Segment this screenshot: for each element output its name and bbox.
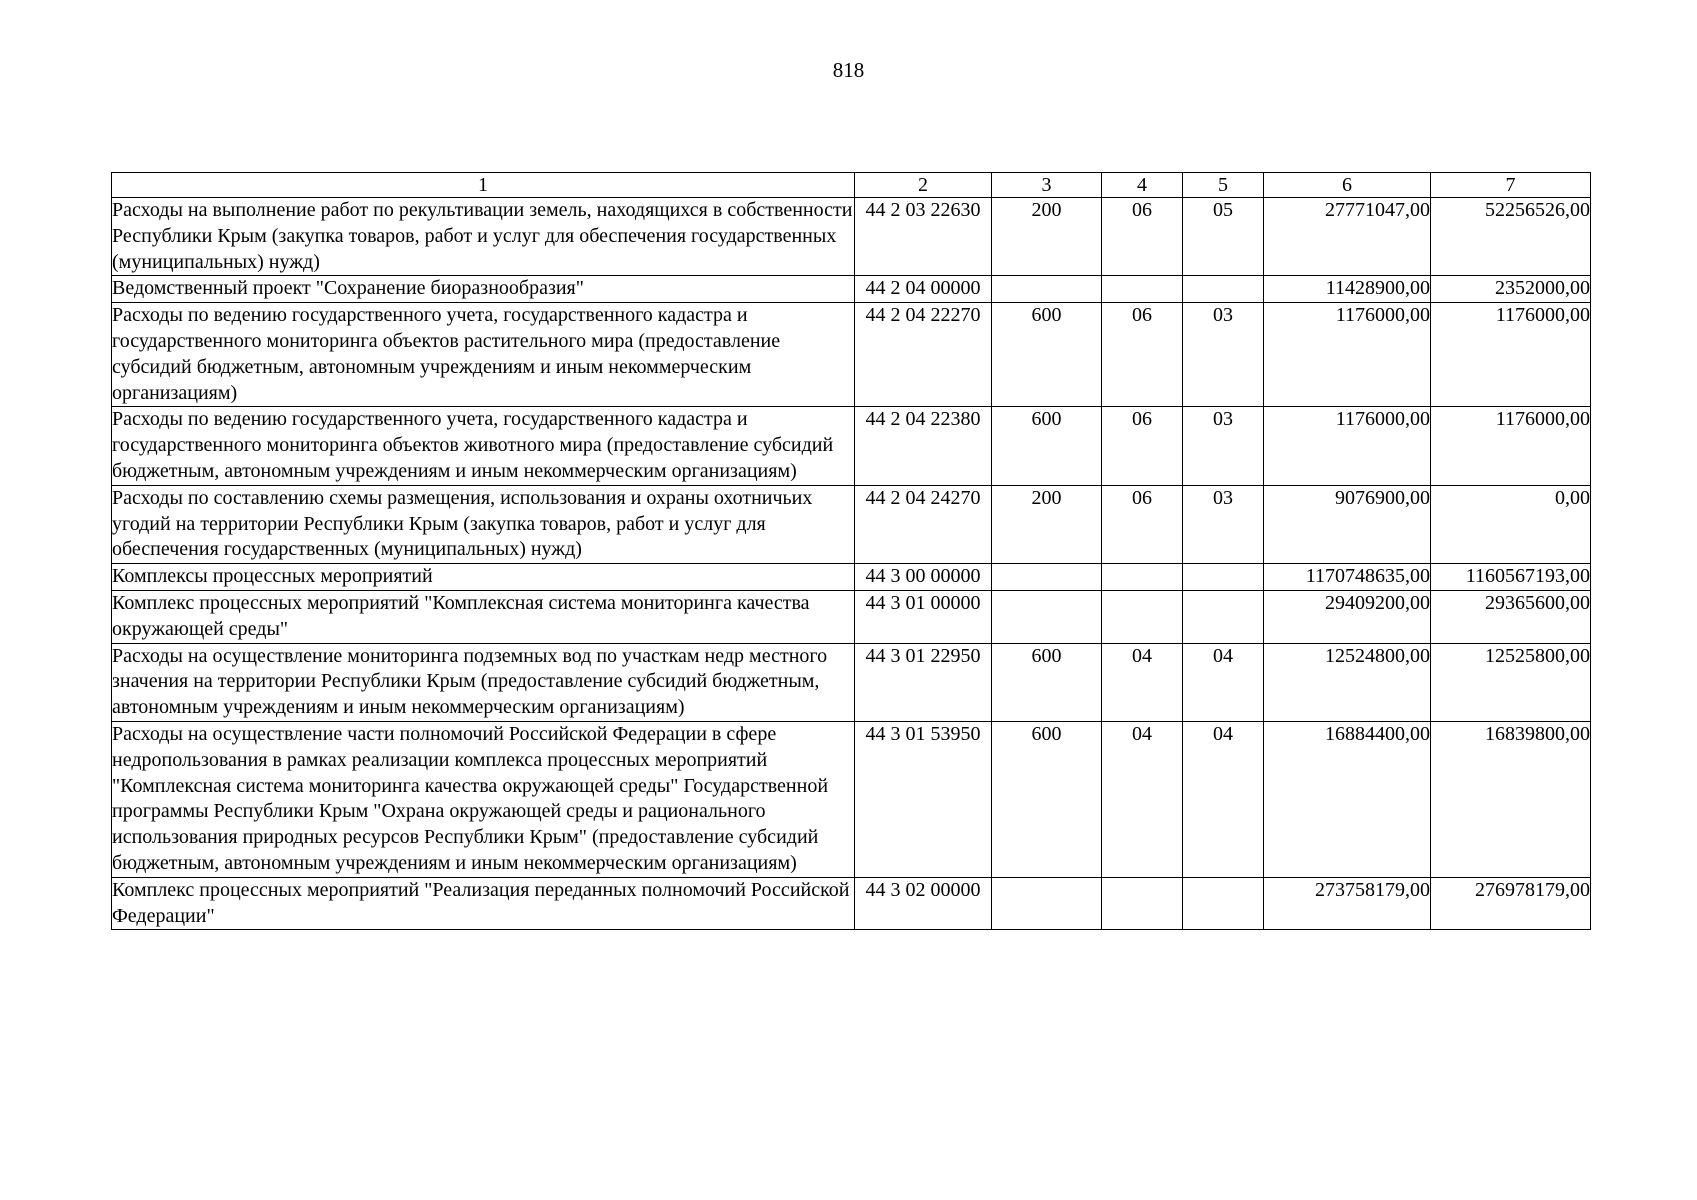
section [1102, 877, 1183, 930]
amount-col-6: 11428900,00 [1264, 276, 1431, 303]
expense-name: Комплекс процессных мероприятий "Реализация переданных полномочий Российской Федерации" [112, 877, 855, 930]
subsection: 03 [1183, 407, 1264, 485]
expense-name: Расходы по составлению схемы размещения, использования и охраны охотничьих угодий на территории Республики Крым (закупка товаров, работ и услуг для обеспечения государственных (муниципальных) нужд) [112, 485, 855, 563]
section [1102, 564, 1183, 591]
subsection: 03 [1183, 303, 1264, 407]
section [1102, 590, 1183, 643]
table-row [112, 276, 1591, 303]
section: 06 [1102, 407, 1183, 485]
subsection [1183, 276, 1264, 303]
budget-table [111, 172, 1591, 930]
subsection: 04 [1183, 721, 1264, 877]
table-row [112, 877, 1591, 930]
amount-col-6: 16884400,00 [1264, 721, 1431, 877]
amount-col-6: 1170748635,00 [1264, 564, 1431, 591]
column-header-1: 1 [112, 173, 855, 198]
table-row [112, 407, 1591, 485]
section: 04 [1102, 643, 1183, 721]
budget-code: 44 2 04 22380 [855, 407, 992, 485]
amount-col-7: 12525800,00 [1431, 643, 1591, 721]
expense-name: Комплексы процессных мероприятий [112, 564, 855, 591]
expense-type: 600 [992, 303, 1102, 407]
column-header-7: 7 [1431, 173, 1591, 198]
amount-col-6: 29409200,00 [1264, 590, 1431, 643]
expense-name: Расходы на осуществление мониторинга подземных вод по участкам недр местного значения на территории Республики Крым (предоставление субсидий бюджетным, автономным учреждениям и иным некоммерческим организациям) [112, 643, 855, 721]
table-row [112, 721, 1591, 877]
budget-code: 44 3 01 00000 [855, 590, 992, 643]
amount-col-6: 12524800,00 [1264, 643, 1431, 721]
budget-code: 44 3 01 22950 [855, 643, 992, 721]
table-row [112, 198, 1591, 276]
section: 06 [1102, 485, 1183, 563]
section: 04 [1102, 721, 1183, 877]
budget-code: 44 2 03 22630 [855, 198, 992, 276]
subsection [1183, 564, 1264, 591]
table-row [112, 303, 1591, 407]
amount-col-7: 16839800,00 [1431, 721, 1591, 877]
expense-type [992, 564, 1102, 591]
amount-col-7: 29365600,00 [1431, 590, 1591, 643]
subsection: 04 [1183, 643, 1264, 721]
page-number: 818 [832, 58, 865, 82]
amount-col-6: 27771047,00 [1264, 198, 1431, 276]
section: 06 [1102, 198, 1183, 276]
budget-code: 44 3 00 00000 [855, 564, 992, 591]
budget-code: 44 2 04 22270 [855, 303, 992, 407]
expense-name: Комплекс процессных мероприятий "Комплексная система мониторинга качества окружающей среды" [112, 590, 855, 643]
expense-name: Ведомственный проект "Сохранение биоразнообразия" [112, 276, 855, 303]
section: 06 [1102, 303, 1183, 407]
header-row [112, 173, 1591, 198]
amount-col-7: 52256526,00 [1431, 198, 1591, 276]
budget-code: 44 3 02 00000 [855, 877, 992, 930]
expense-name: Расходы по ведению государственного учета, государственного кадастра и государственного мониторинга объектов растительного мира (предоставление субсидий бюджетным, автономным учреждениям и иным некоммерческим организациям) [112, 303, 855, 407]
amount-col-7: 0,00 [1431, 485, 1591, 563]
amount-col-6: 273758179,00 [1264, 877, 1431, 930]
subsection [1183, 590, 1264, 643]
amount-col-7: 276978179,00 [1431, 877, 1591, 930]
amount-col-7: 2352000,00 [1431, 276, 1591, 303]
expense-type: 200 [992, 198, 1102, 276]
amount-col-6: 1176000,00 [1264, 303, 1431, 407]
expense-type [992, 590, 1102, 643]
subsection [1183, 877, 1264, 930]
table-row [112, 564, 1591, 591]
expense-type: 600 [992, 721, 1102, 877]
expense-type [992, 877, 1102, 930]
expense-name: Расходы на выполнение работ по рекультивации земель, находящихся в собственности Республики Крым (закупка товаров, работ и услуг для обеспечения государственных (муниципальных) нужд) [112, 198, 855, 276]
amount-col-7: 1160567193,00 [1431, 564, 1591, 591]
table-row [112, 485, 1591, 563]
budget-code: 44 2 04 24270 [855, 485, 992, 563]
expense-name: Расходы по ведению государственного учета, государственного кадастра и государственного мониторинга объектов животного мира (предоставление субсидий бюджетным, автономным учреждениям и иным некоммерческим организациям) [112, 407, 855, 485]
budget-code: 44 2 04 00000 [855, 276, 992, 303]
amount-col-7: 1176000,00 [1431, 303, 1591, 407]
column-header-4: 4 [1102, 173, 1183, 198]
table-row [112, 643, 1591, 721]
column-header-3: 3 [992, 173, 1102, 198]
column-header-2: 2 [855, 173, 992, 198]
subsection: 05 [1183, 198, 1264, 276]
expense-type: 600 [992, 407, 1102, 485]
table-row [112, 590, 1591, 643]
expense-type: 200 [992, 485, 1102, 563]
expense-type [992, 276, 1102, 303]
expense-type: 600 [992, 643, 1102, 721]
column-header-5: 5 [1183, 173, 1264, 198]
amount-col-6: 1176000,00 [1264, 407, 1431, 485]
amount-col-7: 1176000,00 [1431, 407, 1591, 485]
section [1102, 276, 1183, 303]
column-header-6: 6 [1264, 173, 1431, 198]
subsection: 03 [1183, 485, 1264, 563]
amount-col-6: 9076900,00 [1264, 485, 1431, 563]
budget-code: 44 3 01 53950 [855, 721, 992, 877]
expense-name: Расходы на осуществление части полномочий Российской Федерации в сфере недропользования в рамках реализации комплекса процессных мероприятий "Комплексная система мониторинга качества окружающей среды" Государственной программы Республики Крым "Охрана окружающей среды и рационального использования природных ресурсов Республики Крым" (предоставление субсидий бюджетным, автономным учреждениям и иным некоммерческим организациям) [112, 721, 855, 877]
